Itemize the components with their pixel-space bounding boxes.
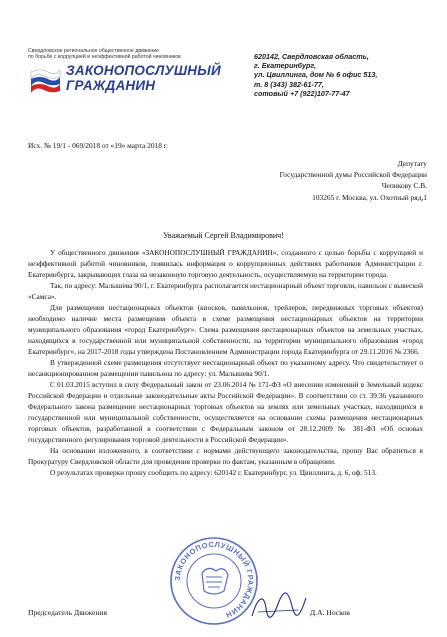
recipient-line: 103265 г. Москва, ул. Охотный ряд,1 [312,192,427,202]
handwritten-signature [248,586,310,624]
outgoing-reference: Исх. № 19/1 - 069/2018 от «19» марта 2018 г. [28,141,168,150]
address-line: 620142, Свердловская область, [254,52,369,61]
signatory-position: Председатель Движения [28,608,107,617]
recipient-line: Депутату [397,159,427,168]
address-line: ул. Цвиллинга, дом № 6 офис 513, [254,70,378,80]
body-paragraph: У общественного движения «ЗАКОНОПОСЛУШНЫЙ ГРАЖДАНИН», созданного с целью борьбы с коррупцией и неэффективной работой чиновников, появилась информация о коррупционных действиях работников Администрации г. Екатеринбурга, закрывающих глаза на незаконную торговую деятельность, осуществляемую на территории города. [28,248,423,279]
brand-row [28,63,228,97]
letterhead-left [28,48,228,97]
body-paragraph: На основании изложенного, в соответствии с нормами действующего законодательства, прошу Вас обратиться в Прокуратуру Свердловской области для проведения проверки по фактам, указанным в обращении. [28,446,423,466]
body-paragraph: О результатах проверки прошу сообщить по адресу: 620142 г. Екатеринбург, ул. Цвиллинга, д. 6, оф. 513. [50,468,377,477]
address-line: т. 8 (343) 382-61-77, [254,79,324,89]
org-line-2: по борьбе с коррупцией и неэффективной работой чиновников [28,54,181,61]
recipient-line: Чепикову С.В. [381,181,427,191]
greeting: Уважаемый Сергей Владимирович! [163,231,284,240]
letterhead-address [254,52,444,98]
address-line: г. Екатеринбург, [254,61,317,71]
flag-logo-icon [28,63,62,97]
brand-name [66,63,221,93]
body-paragraph: С 01.03.2015 вступил в силу Федеральный закон от 23.06.2014 № 171-ФЗ «О внесении изменений в Земельный кодекс Российской Федерации и отдельные законодательные акты Российской Федерации». В соответствии со ст. 39.36 указанного Федерального закона размещение нестационарных торговых объектов на землях или земельных участках, находящихся в государственной или муниципальной собственности, осуществляется на основании схемы размещения нестационарных торговых объектов, разработанной в соответствии с Федеральным законом от 28.12.2009 № 381-ФЗ «Об основах государственного регулирования торговой деятельности в Российской Федерации». [28,380,423,444]
recipient-line: Государственной думы Российской Федерации [279,170,427,180]
org-subtitle [28,48,228,60]
brand-line-1: ЗАКОНОПОСЛУШНЫЙ [66,63,221,79]
address-line: сотовый +7 (922)107-77-47 [254,88,350,98]
organization-stamp [168,535,260,627]
brand-line-2: ГРАЖДАНИН [66,78,156,94]
body-paragraph: Для размещения нестационарных объектов (киосков, павильонов, трейлеров, передвижных торговых объектов) необходимо наличие места размещения объекта в схеме размещения нестационарных объектов на территории муниципального образования «город Екатеринбург». Схема размещения нестационарных объектов на земельных участках, находящихся в государственной или муниципальной собственности, на территории муниципального образования «город Екатеринбург», на 2017-2018 годы утверждена Постановлением Администрации города Екатеринбурга от 29.11.2016 № 2366. [28,303,423,356]
signatory-name: Д.А. Носков [310,608,350,617]
recipient-block [187,158,427,203]
body-paragraph: В утвержденной схеме размещения отсутствует нестационарный объект по указанному адресу. Что свидетельствует о несанкционированном размещении павильона по адресу: ул. Малышева 90/1. [28,358,423,378]
org-line-1: Свердловское региональное общественное движение [28,48,160,54]
letter-body [28,247,423,478]
body-paragraph: Так, по адресу: Малышева 90/1, г. Екатеринбурга располагается нестационарный объект торговли, павильон с вывеской «Самса». [28,281,423,301]
svg-text:ЗАКОНОПОСЛУШНЫЙ ГРАЖДАНИН: ЗАКОНОПОСЛУШНЫЙ ГРАЖДАНИН [172,539,256,620]
